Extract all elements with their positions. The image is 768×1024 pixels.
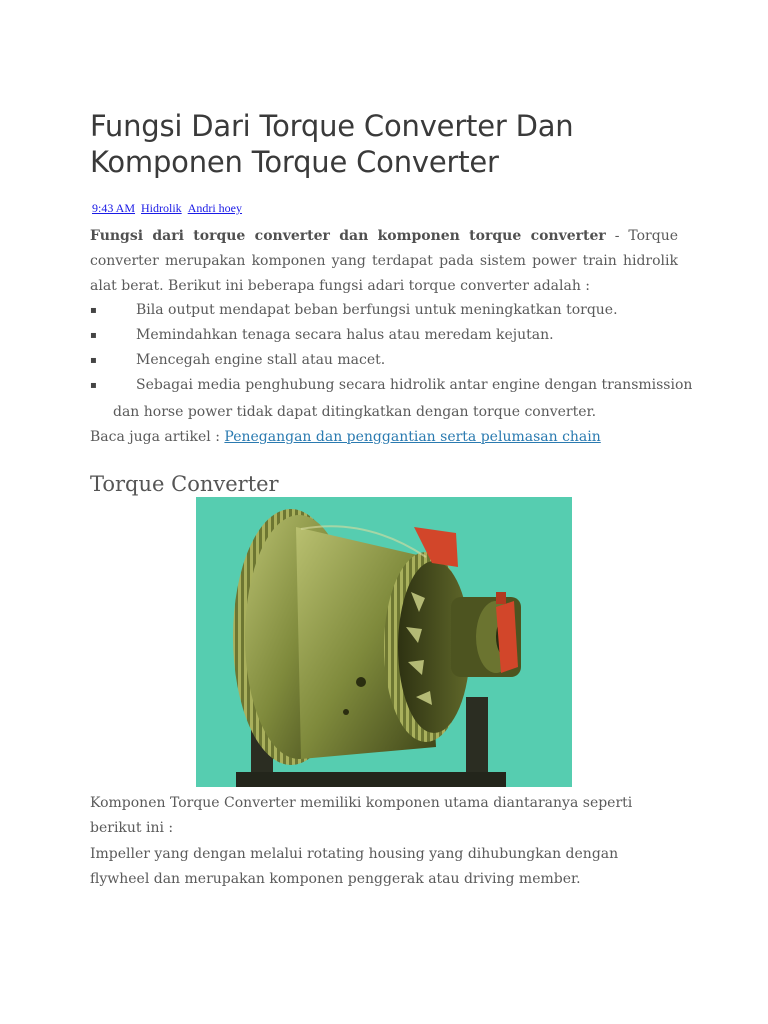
bullet-icon: ▪ (90, 355, 97, 366)
bullet-icon: ▪ (90, 380, 97, 391)
author-link[interactable]: Andri hoey (187, 201, 243, 215)
list-item (90, 298, 678, 323)
read-also (90, 425, 601, 450)
list-item-text: Mencegah engine stall atau macet. (136, 352, 386, 368)
intro-text: - Torque converter merupakan komponen yang terdapat pada sistem power train hidrolik alat berat. Berikut ini beberapa fungsi adari torque converter adalah : (90, 228, 678, 294)
torque-converter-image (196, 497, 572, 787)
read-also-label: Baca juga artikel : (90, 429, 225, 445)
list-item (90, 323, 678, 348)
list-item-text: Sebagai media penghubung secara hidrolik antar engine dengan transmission (136, 377, 693, 393)
bullet-icon: ▪ (90, 330, 97, 341)
intro-lead: Fungsi dari torque converter dan komponen torque converter (90, 228, 606, 244)
read-also-link[interactable]: Penegangan dan penggantian serta pelumasan chain (224, 429, 601, 445)
paragraph-impeller: Impeller yang dengan melalui rotating housing yang dihubungkan dengan flywheel dan merupakan komponen penggerak atau driving member. (90, 846, 619, 887)
category-link[interactable]: Hidrolik (141, 201, 182, 215)
list-continuation: dan horse power tidak dapat ditingkatkan dengan torque converter. (113, 404, 597, 420)
function-list (90, 298, 693, 398)
list-item (90, 373, 693, 398)
post-time-link[interactable]: 9:43 AM (92, 201, 136, 215)
bullet-icon: ▪ (90, 305, 97, 316)
list-item-text: Memindahkan tenaga secara halus atau meredam kejutan. (136, 327, 554, 343)
paragraph-components: Komponen Torque Converter memiliki komponen utama diantaranya seperti berikut ini : (90, 795, 633, 836)
section-heading: Torque Converter (90, 472, 279, 496)
torque-converter-illustration (196, 497, 572, 787)
list-item-text: Bila output mendapat beban berfungsi untuk meningkatkan torque. (136, 302, 618, 318)
post-meta (92, 200, 242, 216)
intro-paragraph (90, 224, 678, 299)
list-item (90, 348, 678, 373)
article-title: Fungsi Dari Torque Converter Dan Komponen Torque Converter (90, 109, 574, 179)
